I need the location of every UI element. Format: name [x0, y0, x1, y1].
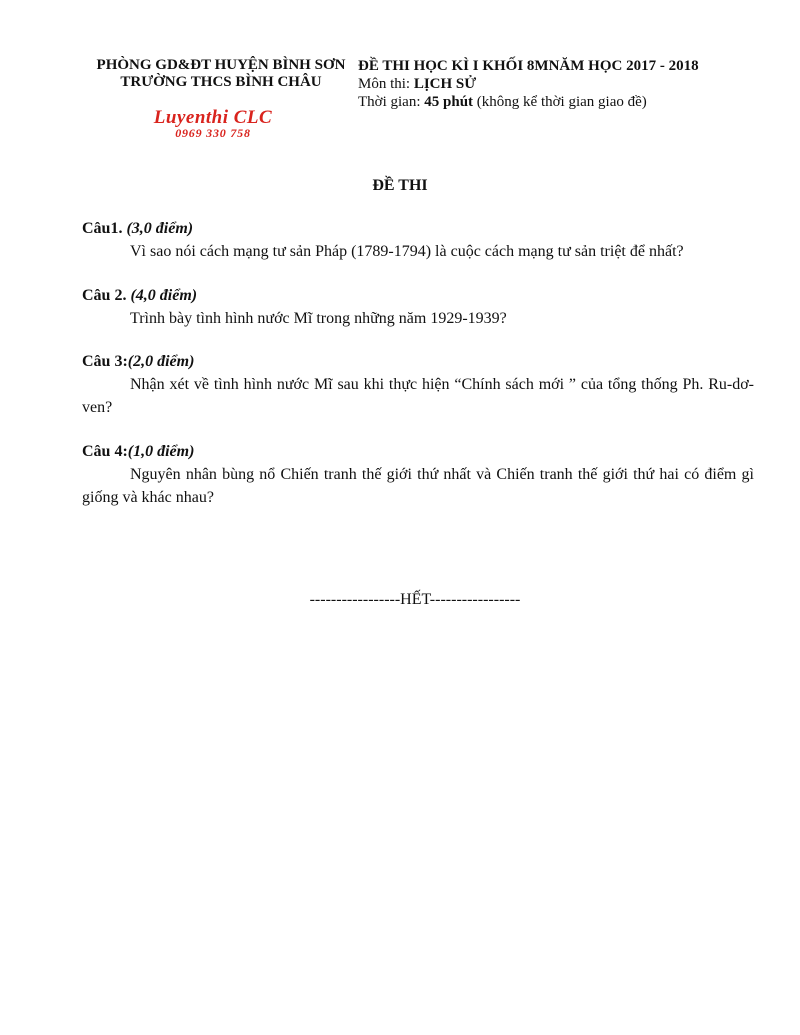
time-note: (không kể thời gian giao đề) — [473, 94, 647, 110]
logo-phone: 0969 330 758 — [175, 126, 251, 140]
question-heading — [82, 217, 754, 240]
logo-brand: Luyenthi CLC — [153, 107, 273, 128]
question-label: Câu 4: — [82, 443, 128, 460]
question-4 — [82, 440, 754, 509]
exam-info — [358, 57, 778, 111]
time-label: Thời gian: — [358, 94, 425, 110]
time-line — [358, 93, 778, 111]
end-marker: -----------------HẾT----------------- — [309, 591, 521, 608]
question-points: (4,0 điểm) — [126, 287, 198, 304]
watermark-logo — [138, 108, 288, 140]
school-name: TRƯỜNG THCS BÌNH CHÂU — [120, 74, 322, 90]
question-label: Câu1. — [82, 220, 123, 237]
subject-value: LỊCH SỬ — [413, 76, 477, 92]
question-points: (1,0 điểm) — [127, 443, 195, 460]
question-label: Câu 3: — [82, 353, 128, 370]
subject-label: Môn thi: — [358, 76, 414, 92]
question-text: Nhận xét về tình hình nước Mĩ sau khi thực hiện “Chính sách mới ” của tổng thống Ph. Ru-dơ-ven? — [82, 376, 754, 416]
page-title: ĐỀ THI — [372, 177, 428, 194]
question-label: Câu 2. — [82, 287, 127, 304]
question-points: (3,0 điểm) — [122, 220, 194, 237]
question-3 — [82, 350, 754, 419]
question-text: Vì sao nói cách mạng tư sản Pháp (1789-1794) là cuộc cách mạng tư sản triệt để nhất? — [130, 243, 684, 260]
question-heading — [82, 284, 754, 307]
subject-line — [358, 75, 778, 93]
question-points: (2,0 điểm) — [127, 353, 195, 370]
exam-title: ĐỀ THI HỌC KÌ I KHỐI 8MNĂM HỌC 2017 - 2018 — [358, 58, 699, 74]
question-text: Trình bày tình hình nước Mĩ trong những năm 1929-1939? — [130, 310, 507, 327]
question-text: Nguyên nhân bùng nổ Chiến tranh thế giới thứ nhất và Chiến tranh thế giới thứ hai có điểm gì giống và khác nhau? — [82, 466, 754, 506]
question-heading — [82, 350, 754, 373]
question-2 — [82, 284, 754, 330]
department-name: PHÒNG GD&ĐT HUYỆN BÌNH SƠN — [96, 57, 346, 73]
question-1 — [82, 217, 754, 263]
question-heading — [82, 440, 754, 463]
school-header — [90, 57, 352, 91]
time-value: 45 phút — [424, 94, 474, 110]
